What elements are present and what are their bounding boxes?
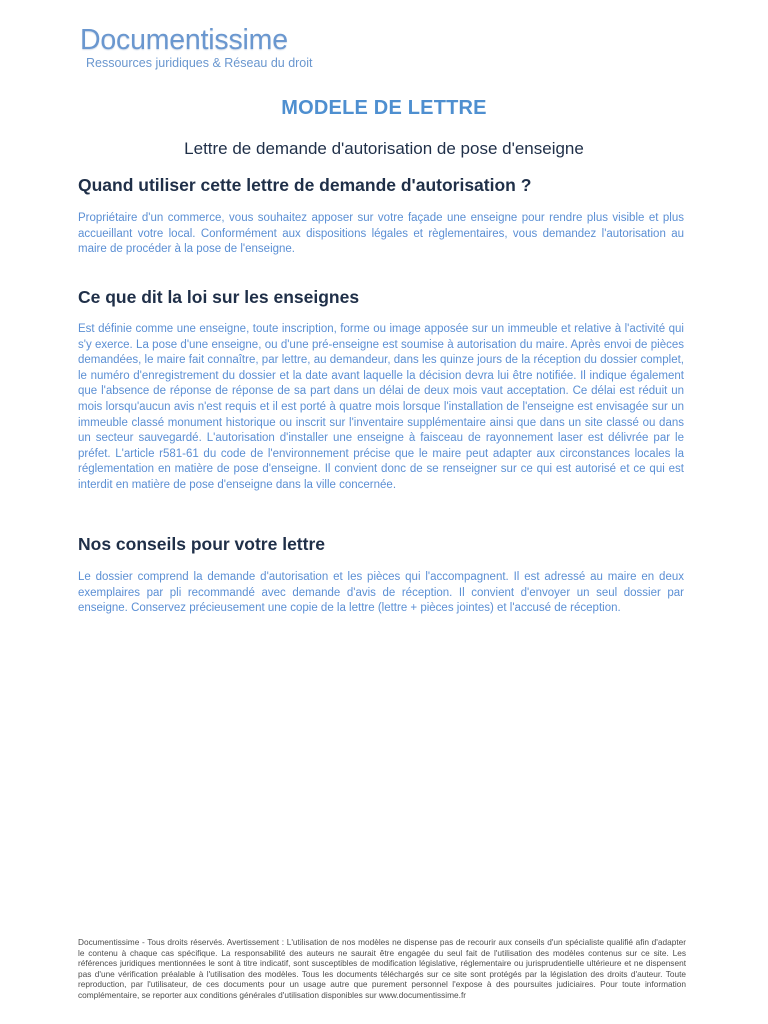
section-heading-advice: Nos conseils pour votre lettre (78, 534, 326, 554)
documentissime-logo (80, 24, 313, 71)
logo-brand-name: Documentissime (80, 24, 288, 56)
logo-tagline: Ressources juridiques & Réseau du droit (86, 56, 313, 70)
section-body-advice: Le dossier comprend la demande d'autorisation et les pièces qui l'accompagnent. Il est adressé au maire en deux exemplaires par pli recommandé avec demande d'avis de réception. Il convient d'envoyer un seul dossier par enseigne. Conservez précieusement une copie de la lettre (lettre + pièces jointes) et l'accusé de réception. (78, 571, 684, 615)
legal-disclaimer-footer: Documentissime - Tous droits réservés. Avertissement : L'utilisation de nos modèles ne dispense pas de recourir aux conseils d'un spécialiste qualifié afin d'adapter le contenu à chaque cas spécifique. La responsabilité des auteurs ne saurait être engagée du seul fait de l'utilisation des modèles contenus sur ce site. Les références juridiques mentionnées le sont à titre indicatif, sont susceptibles de modification législative, réglementaire ou jurisprudentielle ultérieure et ne dispensent pas d'une vérification préalable à l'utilisation des modèles. Tous les documents téléchargés sur ce site sont protégés par la législation des droits d'auteur. Toute reproduction, par l'utilisateur, de ces documents pour un usage autre que purement personnel l'expose à des poursuites judiciaires. Pour toute information complémentaire, se reporter aux conditions générales d'utilisation disponibles sur www.documentissime.fr (78, 937, 686, 1000)
document-title: Lettre de demande d'autorisation de pose d'enseigne (184, 139, 584, 158)
document-type-heading: MODELE DE LETTRE (281, 97, 487, 119)
section-heading-law: Ce que dit la loi sur les enseignes (78, 287, 360, 307)
section-body-law: Est définie comme une enseigne, toute inscription, forme ou image apposée sur un immeuble et relative à l'activité qui s'y exerce. La pose d'une enseigne, ou d'une pré-enseigne est soumise à autorisation du maire. Après envoi de pièces demandées, le maire fait connaître, par lettre, au demandeur, dans les quinze jours de la réception du dossier complet, le numéro d'enregistrement du dossier et la date avant laquelle la décision devra lui être notifiée. Il indique également que l'absence de réponse de réponse de sa part dans un délai de deux mois vaut acceptation. Ce délai est réduit un mois lorsqu'aucun avis n'est requis et il est porté à quatre mois lorsque l'installation de l'enseigne est envisagée sur un immeuble classé monument historique ou inscrit sur l'inventaire supplémentaire ainsi que dans un site classé ou dans un secteur sauvegardé. L'autorisation d'installer une enseigne à faisceau de rayonnement laser est délivrée par le préfet. L'article r581-61 du code de l'environnement précise que le maire peut adapter aux circonstances locales la réglementation en matière de pose d'enseigne. Il convient donc de se renseigner sur ce qui est autorisé et ce qui est interdit en matière de pose d'enseigne dans la ville concernée. (78, 323, 684, 491)
section-body-when-to-use: Propriétaire d'un commerce, vous souhaitez apposer sur votre façade une enseigne pour rendre plus visible et plus accueillant votre local. Conformément aux dispositions légales et règlementaires, vous demandez l'autorisation au maire de procéder à la pose de l'enseigne. (78, 212, 684, 256)
section-heading-when-to-use: Quand utiliser cette lettre de demande d'autorisation ? (78, 175, 532, 195)
